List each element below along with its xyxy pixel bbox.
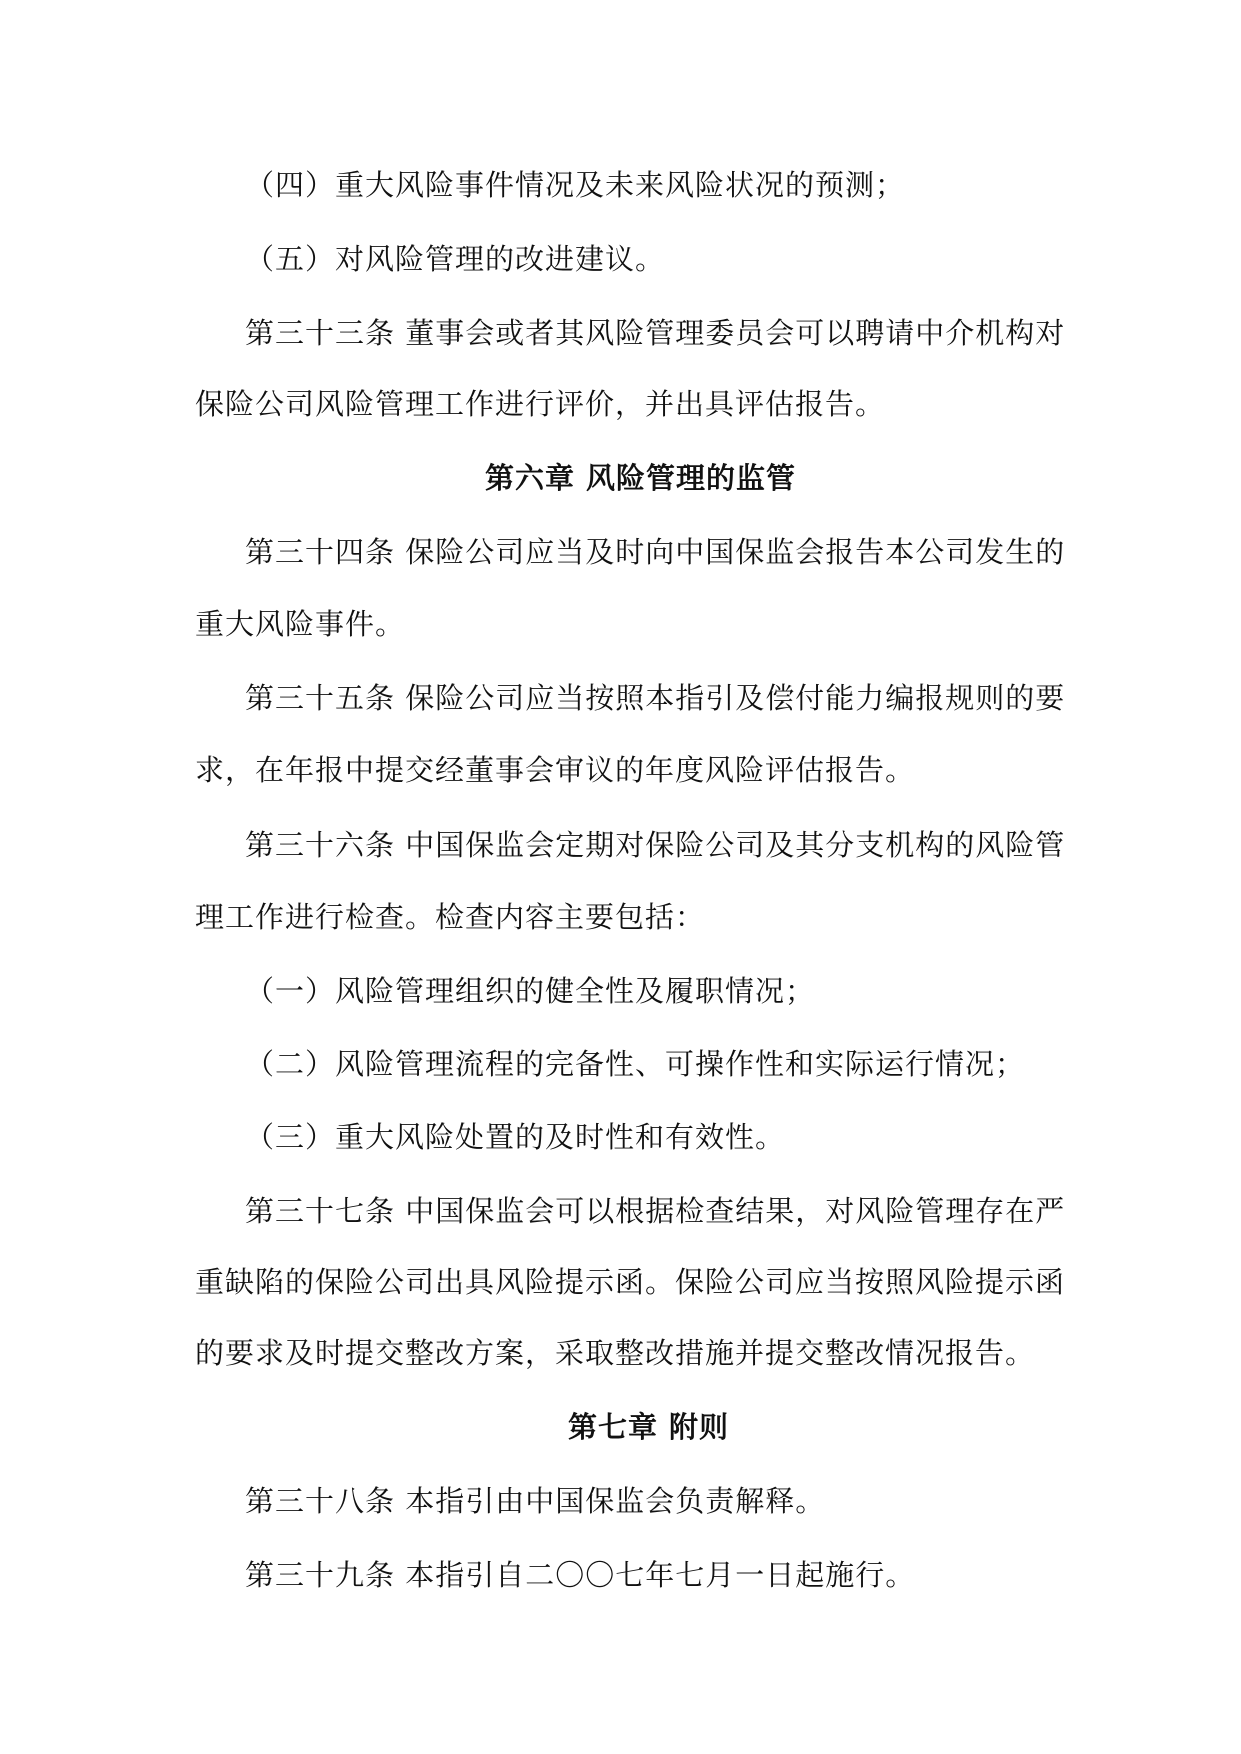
inspection-item-1: （一）风险管理组织的健全性及履职情况；	[245, 974, 816, 1008]
article-36-line-1: 第三十六条 中国保监会定期对保险公司及其分支机构的风险管	[245, 828, 1066, 862]
article-36-line-2: 理工作进行检查。检查内容主要包括：	[195, 900, 706, 934]
chapter-6-heading: 第六章 风险管理的监管	[484, 461, 797, 495]
inspection-item-2: （二）风险管理流程的完备性、可操作性和实际运行情况；	[245, 1047, 1026, 1081]
chapter-7-heading: 第七章 附则	[567, 1410, 730, 1444]
paragraph-item-5: （五）对风险管理的改进建议。	[245, 242, 666, 276]
article-38-line: 第三十八条 本指引由中国保监会负责解释。	[245, 1484, 826, 1518]
article-34-line-2: 重大风险事件。	[195, 607, 406, 641]
article-37-line-3: 的要求及时提交整改方案，采取整改措施并提交整改情况报告。	[195, 1336, 1036, 1370]
article-35-line-1: 第三十五条 保险公司应当按照本指引及偿付能力编报规则的要	[245, 681, 1066, 715]
paragraph-item-4: （四）重大风险事件情况及未来风险状况的预测；	[245, 168, 906, 202]
article-35-line-2: 求，在年报中提交经董事会审议的年度风险评估报告。	[195, 753, 916, 787]
article-37-line-2: 重缺陷的保险公司出具风险提示函。保险公司应当按照风险提示函	[195, 1265, 1066, 1299]
article-33-line-2: 保险公司风险管理工作进行评价，并出具评估报告。	[195, 387, 886, 421]
article-34-line-1: 第三十四条 保险公司应当及时向中国保监会报告本公司发生的	[245, 535, 1066, 569]
article-37-line-1: 第三十七条 中国保监会可以根据检查结果，对风险管理存在严	[245, 1194, 1066, 1228]
article-39-line: 第三十九条 本指引自二〇〇七年七月一日起施行。	[245, 1558, 916, 1592]
article-33-line-1: 第三十三条 董事会或者其风险管理委员会可以聘请中介机构对	[245, 316, 1066, 350]
inspection-item-3: （三）重大风险处置的及时性和有效性。	[245, 1120, 786, 1154]
